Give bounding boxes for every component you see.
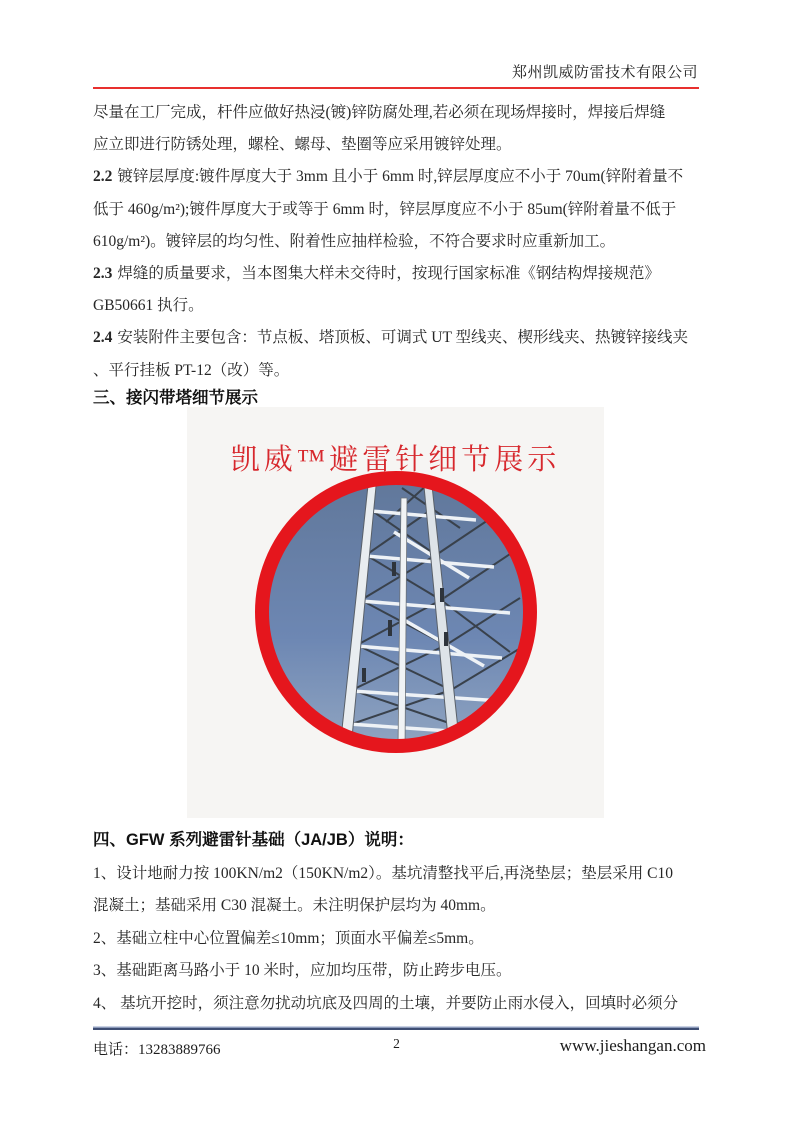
clause-number: 2.2 [93, 168, 113, 186]
footer-phone: 电话：13283889766 [93, 1042, 221, 1058]
header-divider [93, 87, 699, 89]
list-item-line: 1、设计地耐力按 100KN/m2（150KN/m2）。基坑清整找平后,再浇垫层；垫层采用 C10 [93, 865, 673, 882]
tower-photo [254, 470, 538, 754]
body-content [93, 97, 713, 387]
list-item-line: 3、基础距离马路小于 10 米时，应加均压带，防止跨步电压。 [93, 962, 512, 980]
paragraph-line: 、平行挂板 PT-12（改）等。 [93, 361, 290, 379]
paragraph-line: 尽量在工厂完成，杆件应做好热浸(镀)锌防腐处理,若必须在现场焊接时，焊接后焊缝 [93, 104, 666, 121]
paragraph-line: 应立即进行防锈处理，螺栓、螺母、垫圈等应采用镀锌处理。 [93, 136, 512, 154]
page-number: 2 [393, 1036, 400, 1051]
foundation-notes [93, 858, 713, 1020]
list-item-line: 2、基础立柱中心位置偏差≤10mm；顶面水平偏差≤5mm。 [93, 929, 484, 947]
paragraph-line [93, 161, 713, 193]
tower-figure [187, 407, 604, 818]
clause-text: 安装附件主要包含：节点板、塔顶板、可调式 UT 型线夹、楔形线夹、热镀锌接线夹 [117, 329, 689, 347]
footer-website: www.jieshangan.com [559, 1036, 706, 1055]
paragraph-line [93, 322, 713, 354]
company-name: 郑州凯威防雷技术有限公司 [511, 64, 698, 81]
section4-heading: 四、GFW 系列避雷针基础（JA/JB）说明： [93, 831, 414, 849]
clause-text: 镀锌层厚度:镀件厚度大于 3mm 且小于 6mm 时,锌层厚度应不小于 70um(锌附着量不 [117, 168, 684, 186]
section3-heading: 三、接闪带塔细节展示 [93, 389, 258, 407]
figure-caption: 凯威™避雷针细节展示 [230, 444, 561, 476]
clause-text: 焊缝的质量要求，当本图集大样未交待时，按现行国家标准《钢结构焊接规范》 [117, 264, 660, 282]
paragraph-line: 低于 460g/m²);镀件厚度大于或等于 6mm 时，锌层厚度应不小于 85um(锌附着量不低于 [93, 200, 677, 218]
clause-number: 2.3 [93, 264, 113, 282]
paragraph-line: 610g/m²)。镀锌层的均匀性、附着性应抽样检验，不符合要求时应重新加工。 [93, 232, 616, 250]
paragraph-line [93, 258, 713, 290]
list-item-line: 混凝土；基础采用 C30 混凝土。未注明保护层均为 40mm。 [93, 897, 496, 915]
clause-number: 2.4 [93, 329, 113, 347]
list-item-line: 4、 基坑开挖时，须注意勿扰动坑底及四周的土壤，并要防止雨水侵入，回填时必须分 [93, 994, 679, 1012]
footer-divider [93, 1026, 699, 1030]
paragraph-line: GB50661 执行。 [93, 297, 204, 315]
